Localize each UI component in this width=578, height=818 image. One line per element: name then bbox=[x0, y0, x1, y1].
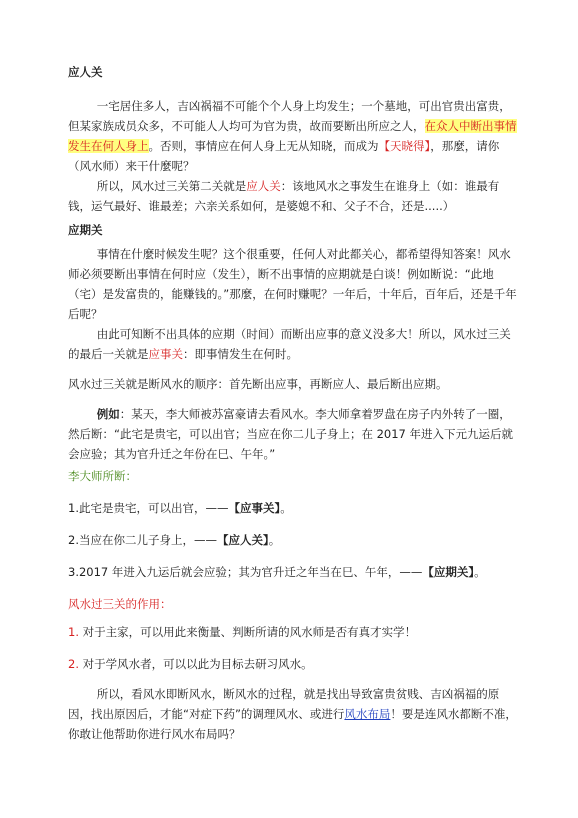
paragraph-6 bbox=[68, 404, 520, 464]
paragraph-5: 风水过三关就是断风水的顺序：首先断出应事，再断应人、最后断出应期。 bbox=[68, 377, 448, 391]
list-item-1 bbox=[68, 498, 520, 518]
p4-red: 应事关 bbox=[148, 347, 183, 361]
use-item-1-number: 1. bbox=[68, 625, 79, 639]
p1-text-b: 。否则，事情应在何人身上无从知晓，而成为 bbox=[148, 139, 379, 153]
p1-text-c: ，那麼，请你（风水师）来干什麼呢？ bbox=[68, 139, 500, 173]
list-item-2 bbox=[68, 530, 520, 550]
li3-text: 3.2017 年进入九运后就会应验；其为官升迁之年当在巳、午年，—— bbox=[68, 565, 423, 579]
li1-tag: 【应事关】 bbox=[228, 501, 281, 515]
use-item-1-text: 对于主家，可以用此来衡量、判断所请的风水师是否有真才实学！ bbox=[78, 625, 417, 639]
li2-text: 2.当应在你二儿子身上，—— bbox=[68, 533, 217, 547]
p1-highlight: 在众人中断出事情发生在何人身上 bbox=[68, 119, 517, 153]
li2-tag: 【应人关】 bbox=[216, 533, 269, 547]
list-item-3 bbox=[68, 562, 520, 582]
li1-text: 1.此宅是贵宅，可以出官，—— bbox=[68, 501, 229, 515]
li1-end: 。 bbox=[280, 501, 292, 515]
paragraph-4 bbox=[68, 324, 520, 364]
use-item-2-text: 对于学风水者，可以以此为目标去研习风水。 bbox=[78, 657, 313, 671]
section-title-yingren: 应人关 bbox=[68, 65, 103, 79]
paragraph-2 bbox=[68, 176, 520, 216]
section-title-li: 李大师所断： bbox=[68, 469, 137, 483]
li2-end: 。 bbox=[268, 533, 281, 547]
section-title-yingqi: 应期关 bbox=[68, 223, 103, 237]
use-item-2-number: 2. bbox=[68, 657, 79, 671]
paragraph-1 bbox=[68, 96, 520, 176]
li3-end: 。 bbox=[474, 565, 486, 579]
p7-text-a: 所以，看风水即断风水，断风水的过程，就是找出导致富贵贫贱、吉凶祸福的原因，找出原因后，才能“对症下药”的调理风水、或进行 bbox=[68, 687, 500, 721]
use-item-2 bbox=[68, 654, 520, 674]
p2-red: 应人关 bbox=[246, 179, 281, 193]
section-title-use: 风水过三关的作用： bbox=[68, 597, 172, 611]
p1-text-a: 一宅居住多人，吉凶祸福不可能个个人身上均发生；一个墓地，可出官贵出富贵，但某家族成员众多，不可能人人均可为官为贵，故而要断出所应之人， bbox=[68, 99, 511, 133]
p2-text-a: 所以，风水过三关第二关就是 bbox=[96, 179, 247, 193]
p6-lead: 例如 bbox=[96, 407, 120, 421]
p4-text-b: ：即事情发生在何时。 bbox=[183, 347, 298, 361]
p6-text: ：某天，李大师被苏富豪请去看风水。李大师拿着罗盘在房子内外转了一圈，然后断：“此宅是贵宅，可以出官；当应在你二儿子身上；在 2017 年进入下元九运后就会应验；其为官升迁之年份在巳、午年。” bbox=[68, 407, 514, 461]
paragraph-3: 事情在什麼时候发生呢？这个很重要，任何人对此都关心，都希望得知答案！风水师必须要断出事情在何时应（发生），断不出事情的应期就是白谈！例如断说：“此地（宅）是发富贵的，能赚钱的。”那麼，在何时赚呢？一年后，十年后，百年后，还是千年后呢？ bbox=[68, 247, 517, 321]
p1-tag: 【天晓得】 bbox=[378, 139, 431, 153]
p2-text-b: ：该地风水之事发生在谁身上（如：谁最有钱，运气最好、谁最差；六亲关系如何，是婆媳不和、父子不合，还是.....） bbox=[68, 179, 500, 213]
paragraph-7 bbox=[68, 684, 520, 744]
p7-text-b: ！要是连风水都断不准，你敢让他帮助你进行风水布局吗？ bbox=[68, 707, 517, 741]
li3-tag: 【应期关】 bbox=[422, 565, 475, 579]
use-item-1 bbox=[68, 622, 520, 642]
p4-text-a: 由此可知断不出具体的应期（时间）而断出应事的意义没多大！所以，风水过三关的最后一关就是 bbox=[68, 327, 511, 361]
fengshui-layout-link[interactable]: 风水布局 bbox=[344, 707, 391, 721]
